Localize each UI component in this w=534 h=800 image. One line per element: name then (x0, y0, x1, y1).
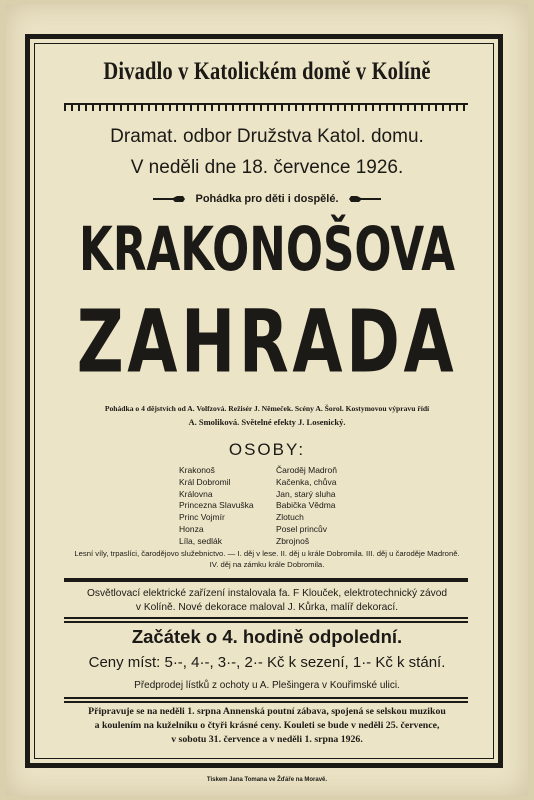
acts-line-1: Lesní víly, trpaslíci, čarodějovo služebnictvo. — I. děj v lese. II. děj u krále Dobromila. III. děj u čaroděje Madroně. (74, 549, 460, 558)
pointing-hand-left-icon (349, 195, 381, 203)
notice-line-2: a koulením na kuželníku o čtyři krásné ceny. Kouleti se bude v neděli 25. července, (94, 720, 440, 731)
performance-date: V neděli dne 18. července 1926. (130, 157, 404, 178)
notice-line-1: Připravuje se na neděli 1. srpna Annenská poutní zábava, spojená se selskou muzikou (88, 706, 446, 717)
cast-heading: OSOBY: (228, 440, 306, 459)
cast-role: Čaroděj Madroň (276, 465, 337, 475)
title-line-1: KRAKONOŠOVA (78, 214, 456, 285)
cast-role: Král Dobromil (179, 476, 231, 487)
cast-role: Honza (179, 523, 204, 534)
ticket-prices: Ceny míst: 5·-, 4·-, 3·-, 2·- Kč k sezení, 1·- Kč k stání. (88, 654, 446, 671)
pointing-hand-right-icon (153, 195, 185, 203)
cast-role: Posel princův (276, 523, 328, 534)
notice-line-3: v sobotu 31. července a v neděli 1. srpna 1926. (171, 734, 363, 745)
cast-role: Líla, sedlák (179, 535, 222, 546)
title-line-2: ZAHRADA (76, 291, 458, 392)
cast-role: Krakonoš (179, 465, 215, 475)
credits-line-2: A. Smoliková. Světelné efekty J. Losenický. (188, 417, 346, 427)
cast-list-right (276, 465, 337, 548)
subtitle-row (0, 193, 534, 205)
cast-role: Kačenka, chůva (276, 476, 337, 487)
cast-role: Jan, starý sluha (276, 488, 336, 499)
cast-role: Královna (179, 488, 213, 499)
cast-role: Princ Vojmír (179, 512, 225, 523)
ornamental-fringe (64, 103, 468, 111)
lighting-line-1: Osvětlovací elektrické zařízení instalovala fa. F Klouček, elektrotechnický závod (86, 588, 448, 599)
presale-info: Předprodej lístků z ochoty u A. Plešingera v Kouřimské ulici. (134, 680, 400, 691)
divider-3 (64, 697, 468, 703)
organizer-line: Dramat. odbor Družstva Katol. domu. (110, 126, 424, 147)
poster-inner-border (34, 43, 494, 759)
credits-line-1: Pohádka o 4 dějstvích od A. Volfzová. Režisér J. Němeček. Scény A. Šorol. Kostymovou výpravu řídí (104, 404, 430, 413)
cast-list-left (179, 465, 254, 548)
subtitle-text: Pohádka pro děti i dospělé. (195, 193, 339, 205)
start-time: Začátek o 4. hodině odpolední. (131, 626, 403, 647)
lighting-line-2: v Kolíně. Nové dekorace maloval J. Kůrka, malíř dekorací. (135, 602, 399, 613)
divider-1 (64, 578, 468, 582)
cast-role: Zlotuch (276, 512, 304, 523)
cast-role: Zbrojnoš (276, 535, 310, 546)
divider-2 (64, 617, 468, 623)
theatre-name: Divadlo v Katolickém domě v Kolíně (103, 58, 431, 85)
acts-line-2: IV. děj na zámku krále Dobromila. (209, 560, 325, 569)
cast-role: Princezna Slavuška (179, 500, 254, 511)
printer-imprint: Tiskem Jana Tomana ve Žďáře na Moravě. (206, 777, 328, 783)
cast-role: Babička Vědma (276, 500, 336, 511)
